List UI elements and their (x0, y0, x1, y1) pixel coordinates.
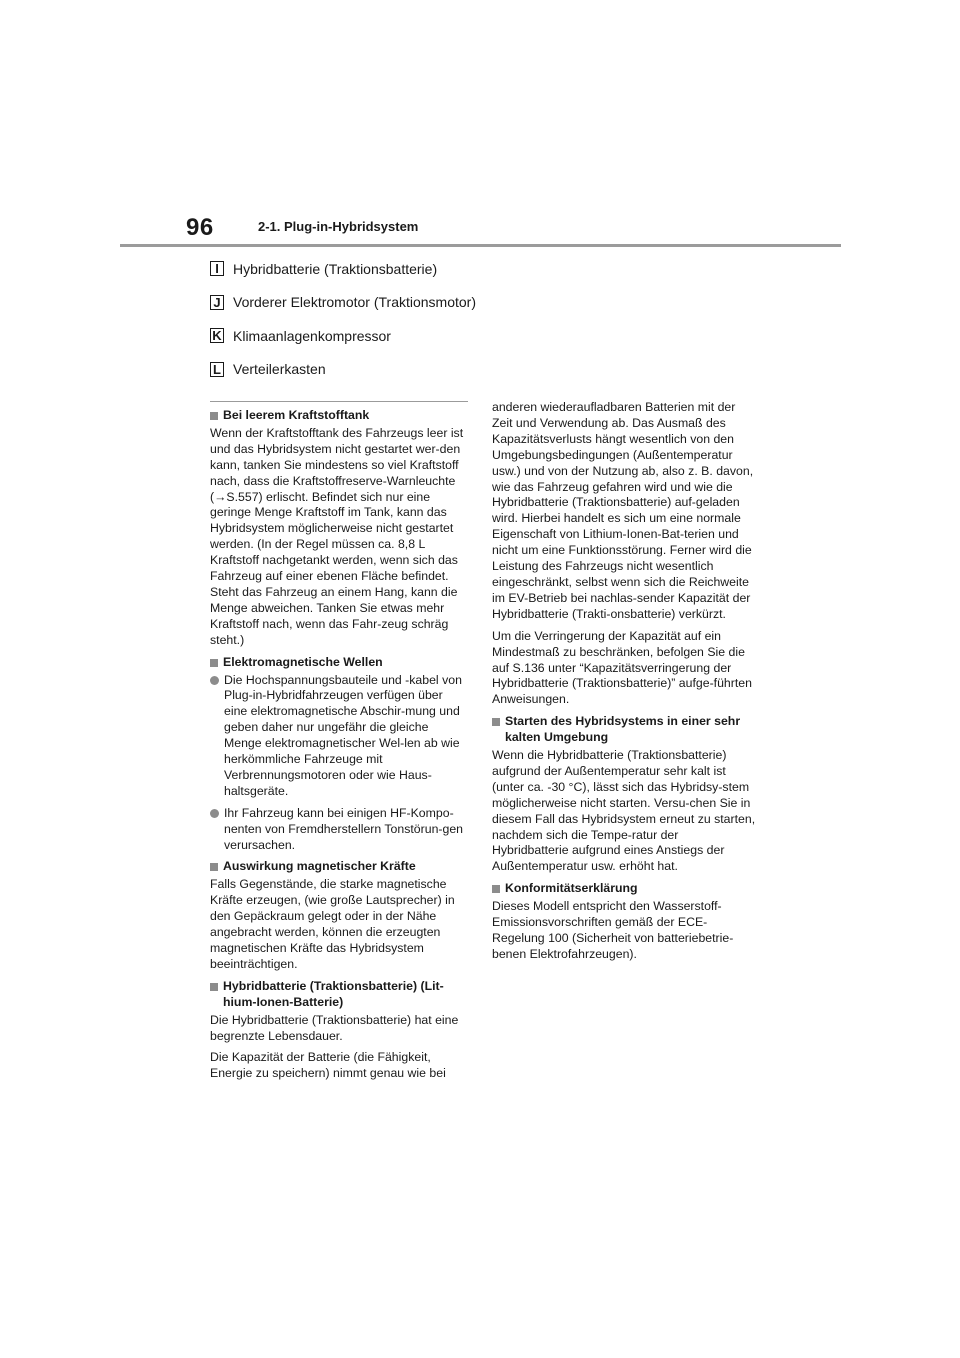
heading-text: Elektromagnetische Wellen (223, 654, 383, 669)
legend-item-i (210, 260, 476, 277)
legend-label-j: Vorderer Elektromotor (Traktionsmotor) (233, 294, 476, 310)
paragraph-capacity-loss: anderen wiederaufladbaren Batterien mit der Zeit und Verwendung ab. Das Ausmaß des Kapazitätsverlusts hängt wesentlich von den Umgebungsbedingungen (Außentemperatur usw.) und von der Nutzung ab, also z. B. davon, wie das Fahrzeug gefahren wird und wie die Hybridbatterie (Traktionsbatterie) auf-geladen wird. Hierbei handelt es sich um eine normale Eigenschaft von Lithium-Ionen-Bat-terien und nicht um eine Funktionsstörung. Ferner wird die Leistung des Fahrzeugs nicht wesentlich eingeschränkt, selbst wenn sich die Reichweite im EV-Betrieb bei nachlas-sender Kapazität der Hybridbatterie (Trakti-onsbatterie) verkürzt. (492, 400, 754, 621)
paragraph-battery-capacity: Die Kapazität der Batterie (die Fähigkeit, Energie zu speichern) nimmt genau wie bei (210, 1050, 446, 1081)
square-bullet-icon (210, 983, 218, 991)
heading-text: Hybridbatterie (Traktionsbatterie) (Lit-hium-Ionen-Batterie) (223, 978, 444, 1009)
left-column (210, 400, 468, 1088)
paragraph-fuel: Wenn der Kraftstofftank des Fahrzeugs leer ist und das Hybridsystem nicht gestartet wer-den kann, tanken Sie mindestens so viel Kraftstoff nach, dass die Kraftstoffreserve-Warnleuchte (→S.557) erlischt. Befindet sich nur eine geringe Menge Kraftstoff im Tank, kann das Hybridsystem möglicherweise nicht gestartet werden. (In der Regel müssen ca. 8,8 L Kraftstoff nachgetankt werden, wenn sich das Fahrzeug auf einer ebenen Fläche befindet. Steht das Fahrzeug an einem Hang, kann die Menge abweichen. Tanken Sie etwas mehr Kraftstoff nach, wenn das Fahr-zeug schräg steht.) (210, 425, 464, 647)
square-bullet-icon (210, 412, 218, 420)
list-item-text: Die Hochspannungsbauteile und -kabel von Plug-in-Hybridfahrzeugen verfügen über eine elektromagnetische Abschir-mung und geben daher nur ungefähr die gleiche Menge elektromagnetischer Wel-len ab wie herkömmliche Fahrzeuge mit Verbrennungsmotoren oder wie Haus-haltsgeräte. (224, 672, 462, 798)
paragraph-conformity: Dieses Modell entspricht den Wasserstoff-Emissionsvorschriften gemäß der ECE-Regelung 100 (Sicherheit von batteriebetrie-benen Elektrofahrzeugen). (492, 899, 734, 961)
circle-bullet-icon (210, 676, 219, 685)
section-heading-conformity (492, 881, 756, 897)
paragraph-capacity-advice: Um die Verringerung der Kapazität auf ein Mindestmaß zu beschränken, befolgen Sie die auf S.136 unter “Kapazitätsverringerung der Hybridbatterie (Traktionsbatterie)” aufge-führten Anweisungen. (492, 628, 752, 707)
legend-label-k: Klimaanlagenkompressor (233, 327, 391, 344)
square-bullet-icon (492, 885, 500, 893)
legend-label-i: Hybridbatterie (Traktionsbatterie) (233, 260, 438, 277)
component-legend (210, 260, 476, 394)
section-heading-magnetic (210, 859, 468, 875)
section-heading-battery (210, 979, 468, 1011)
legend-key-k: K (210, 328, 224, 343)
legend-item-l (210, 361, 476, 378)
page-number: 96 (186, 214, 214, 241)
list-item-text: Ihr Fahrzeug kann bei einigen HF-Kompo-nenten von Fremdherstellern Tonstörun-gen verursachen. (224, 805, 464, 852)
paragraph-cold-start: Wenn die Hybridbatterie (Traktionsbatterie) aufgrund der Außentemperatur sehr kalt ist (unter ca. -30 °C), lässt sich das Hybridsy-stem möglicherweise nicht starten. Versu-chen Sie in diesem Fall das Hybridsystem erneut zu starten, nachdem sich die Tempe-ratur der Hybridbatterie aufgrund eines Anstiegs der Außentemperatur usw. erhöht hat. (492, 748, 756, 874)
legend-key-i: I (210, 261, 224, 276)
section-title: 2-1. Plug-in-Hybridsystem (258, 219, 419, 234)
heading-text: Bei leerem Kraftstofftank (223, 408, 370, 422)
circle-bullet-icon (210, 809, 219, 818)
list-item (210, 806, 468, 854)
square-bullet-icon (492, 718, 500, 726)
list-item (210, 673, 468, 800)
section-heading-fuel (210, 408, 468, 424)
header-divider (120, 244, 841, 247)
paragraph-battery-life: Die Hybridbatterie (Traktionsbatterie) hat eine begrenzte Lebensdauer. (210, 1012, 459, 1043)
paragraph-magnetic: Falls Gegenstände, die starke magnetische Kräfte erzeugen, (wie große Lautsprecher) in den Gepäckraum gelegt oder in der Nähe angebracht werden, können die erzeugten magnetischen Kräfte das Hybridsystem beeinträchtigen. (210, 877, 455, 971)
square-bullet-icon (210, 863, 218, 871)
right-column (492, 400, 756, 969)
heading-text: Konformitätserklärung (505, 881, 638, 896)
legend-key-j: J (210, 295, 224, 310)
section-heading-em-waves (210, 655, 468, 671)
legend-label-l: Verteilerkasten (233, 361, 326, 377)
legend-item-k (210, 327, 476, 344)
section-heading-cold-start (492, 714, 756, 746)
square-bullet-icon (210, 659, 218, 667)
heading-text: Auswirkung magnetischer Kräfte (223, 859, 416, 874)
legend-item-j (210, 294, 476, 311)
legend-key-l: L (210, 362, 224, 377)
heading-text: Starten des Hybridsystems in einer sehr kalten Umgebung (505, 714, 741, 745)
